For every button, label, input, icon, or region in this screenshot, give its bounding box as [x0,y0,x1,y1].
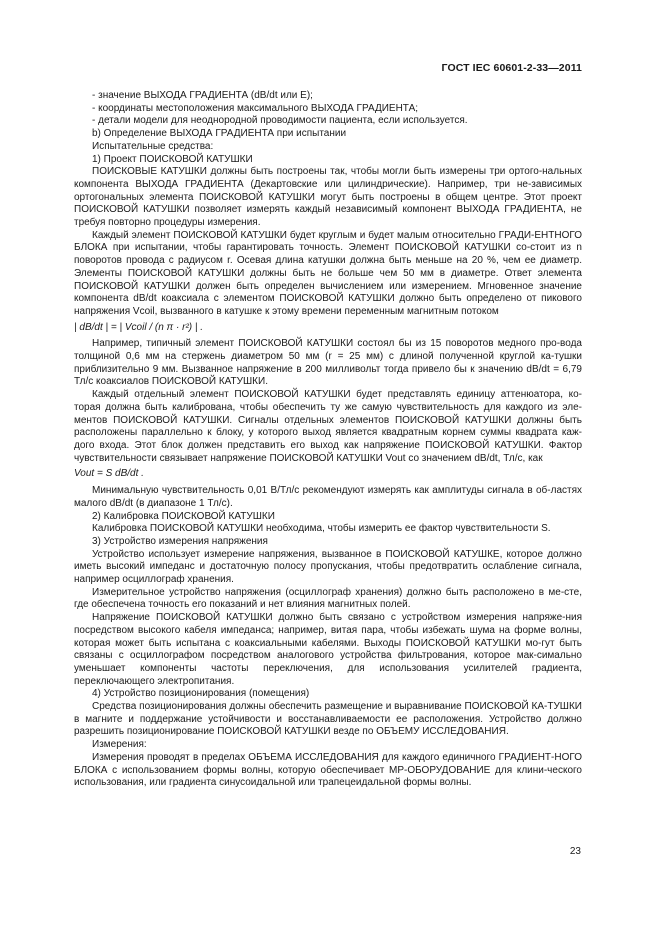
section-heading: 3) Устройство измерения напряжения [92,535,268,547]
paragraph: b) Определение ВЫХОДА ГРАДИЕНТА при испытании [92,128,347,140]
paragraph: - детали модели для неоднородной проводимости пациента, если используется. [92,115,468,127]
paragraph: Каждый элемент ПОИСКОВОЙ КАТУШКИ будет круглым и будет малым относительно ГРАДИ-ЕНТНОГО БЛОКА при испытании, чтобы гарантировать точность. Элемент ПОИСКОВОЙ КАТУШКИ со-стоит из n поворотов провода с радиусом r. Осевая длина катушки должна быть меньше на 20 %, чем ее диаметр. Элементы ПОИСКОВОЙ КАТУШКИ должны быть не больше чем 50 мм в диаметре. Ответ элемента ПОИСКОВОЙ КАТУШКИ должен быть определен вычислением или измерением. Мгновенное значение компонента dB/dt коаксиала с элементом ПОИСКОВОЙ КАТУШКИ должно быть определено от пикового напряжения Vcoil, вызванного в катушке к этому времени переменным магнитным потоком [74,229,582,317]
section-heading: 4) Устройство позиционирования (помещения) [92,688,310,700]
paragraph: Каждый отдельный элемент ПОИСКОВОЙ КАТУШКИ будет представлять единицу аттенюатора, ко-торая должна быть калибрована, чтобы обеспечить ту же самую чувствительность для каждого из эле-ментов ПОИСКОВОЙ КАТУШКИ. Сигналы отдельных элементов ПОИСКОВОЙ КАТУШКИ должны быть расположены параллельно к блоку, у которого выход является квадратным корнем суммы квадрата каж-дого входа. Этот блок должен представить его выход как напряжение ПОИСКОВОЙ КАТУШКИ. Фактор чувствительности связывает напряжение ПОИСКОВОЙ КАТУШКИ Vout со значением dB/dt, Тл/с, как [74,389,582,464]
paragraph: Измерения проводят в пределах ОБЪЕМА ИССЛЕДОВАНИЯ для каждого единичного ГРАДИЕНТ-НОГО БЛОКА с использованием формы волны, которую обеспечивает МР-ОБОРУДОВАНИЕ для клини-ческого использования, или градиента синусоидальной или трапецеидальной формы волны. [74,751,582,789]
document-body [74,90,582,790]
paragraph: Например, типичный элемент ПОИСКОВОЙ КАТУШКИ состоял бы из 15 поворотов медного про-вода толщиной 0,6 мм на стержень диаметром 50 мм (r = 25 мм) с длиной полученной круглой ка-тушки приблизительно 9 мм. Вызванное напряжение в 200 милливольт тогда привело бы к значению dB/dt = 6,79 Тл/с коаксиалов ПОИСКОВОЙ КАТУШКИ. [74,338,582,388]
paragraph: Минимальную чувствительность 0,01 В/Тл/с рекомендуют измерять как амплитуды сигнала в об-ластях малого dB/dt (в диапазоне 1 Тл/с). [74,485,582,509]
section-heading: 1) Проект ПОИСКОВОЙ КАТУШКИ [92,153,253,165]
section-heading: 2) Калибровка ПОИСКОВОЙ КАТУШКИ [92,510,275,522]
paragraph: Испытательные средства: [92,140,214,152]
paragraph: Напряжение ПОИСКОВОЙ КАТУШКИ должно быть связано с устройством измерения напряже-ния посредством высокого кабеля импеданса; например, витая пара, чтобы избежать шума на форме волны, которая может быть испытана с коаксиальными кабелями. Выходы ПОИСКОВОЙ КАТУШКИ мо-гут быть связаны с осциллографом посредством аналогового устройства фильтрования, которое мак-симально уменьшает компоненты частоты переключения, для использования усилителей градиента, переключающего электропитания. [74,612,582,687]
paragraph: Средства позиционирования должны обеспечить размещение и выравнивание ПОИСКОВОЙ КА-ТУШКИ в магните и поддержание устойчивости и восстанавливаемости ее расположения. Устройство должно разрешить позиционирование ПОИСКОВОЙ КАТУШКИ везде по ОБЪЕМУ ИССЛЕДОВАНИЯ. [74,701,582,738]
paragraph: - координаты местоположения максимального ВЫХОДА ГРАДИЕНТА; [92,102,419,114]
document-header: ГОСТ IEC 60601-2-33—2011 [441,62,582,74]
formula-vout: Vout = S dB/dt . [74,468,144,480]
paragraph: ПОИСКОВЫЕ КАТУШКИ должны быть построены так, чтобы могли быть измерены три ортого-нальных компонента ВЫХОДА ГРАДИЕНТА (Декартовские или цилиндрические). Например, три не-зависимых ортогональных элемента ПОИСКОВОЙ КАТУШКИ могут быть построены в общем центре. Этот проект ПОИСКОВОЙ КАТУШКИ позволяет измерять каждый независимый компонент ВЫХОДА ГРАДИЕНТА, не требуя повторно процедуры измерения. [74,166,582,229]
paragraph: - значение ВЫХОДА ГРАДИЕНТА (dB/dt или E); [92,90,313,101]
paragraph: Измерения: [92,739,147,751]
formula-dbdt: | dB/dt | = | Vcoil / (n π · r²) | . [74,321,204,333]
paragraph: Калибровка ПОИСКОВОЙ КАТУШКИ необходима, чтобы измерить ее фактор чувствительности S. [92,523,551,535]
paragraph: Измерительное устройство напряжения (осциллограф хранения) должно быть расположено в ме-сте, где обеспечена точность его показаний и нет влияния магнитных полей. [74,586,582,611]
paragraph: Устройство использует измерение напряжения, вызванное в ПОИСКОВОЙ КАТУШКЕ, которое должно иметь высокий импеданс и достаточную полосу пропускания, чтобы предотвратить ослабление сигнала, например осциллограф хранения. [74,548,582,586]
page-number: 23 [569,846,581,857]
